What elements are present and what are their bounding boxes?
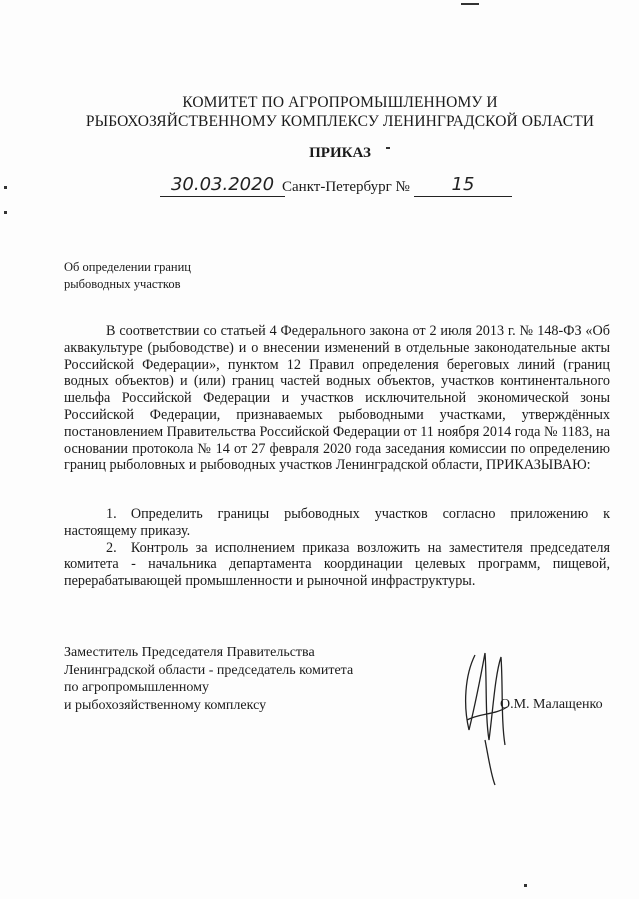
order-number: 15: [414, 174, 512, 197]
header-line-1: КОМИТЕТ ПО АГРОПРОМЫШЛЕННОМУ И: [182, 94, 498, 111]
signatory-line-2: Ленинградской области - председатель комитета: [64, 662, 354, 678]
preamble-paragraph: В соответствии со статьей 4 Федерального закона от 2 июля 2013 г. № 148-ФЗ «Об аквакультуре (рыбоводстве) и о внесении изменений в отдельные законодательные акты Российской Федерации», пунктом 12 Правил определения береговых линий (границ водных объектов) и (или) границ частей водных объектов, участков континентального шельфа Российской Федерации и участков исключительной экономической зоны Российской Федерации, признаваемых рыбоводными участками, утверждённых постановлением Правительства Российской Федерации от 11 ноября 2014 года № 1183, на основании протокола № 14 от 27 февраля 2020 года заседания комиссии по определению границ рыболовных и рыбоводных участков Ленинградской области, ПРИКАЗЫВАЮ:: [64, 323, 610, 474]
order-items: [64, 506, 610, 590]
header-line-2: РЫБОХОЗЯЙСТВЕННОМУ КОМПЛЕКСУ ЛЕНИНГРАДСКОЙ ОБЛАСТИ: [85, 113, 595, 130]
order-city: Санкт-Петербург №: [282, 179, 410, 195]
signatory-line-1: Заместитель Председателя Правительства: [64, 645, 315, 660]
subject-line-2: рыбоводных участков: [64, 277, 181, 291]
subject-line-1: Об определении границ: [64, 260, 191, 274]
order-item-2: 2. Контроль за исполнением приказа возложить на заместителя председателя комитета - начальника департамента координации целевых программ, пищевой, перерабатывающей промышленности и рыночной инфраструктуры.: [64, 539, 610, 590]
scan-mark-top: [461, 3, 479, 5]
scan-mark-left-2: [4, 211, 7, 214]
handwritten-signature: [445, 635, 535, 795]
scan-mark-bottom: [524, 884, 527, 887]
signatory-name: О.М. Малащенко: [500, 697, 603, 712]
order-item-1: 1. Определить границы рыбоводных участков согласно приложению к настоящему приказу.: [64, 506, 610, 539]
scan-mark-left-1: [4, 186, 7, 189]
document-title: ПРИКАЗ: [309, 145, 371, 161]
date-number-line: [150, 174, 530, 202]
preamble: [64, 323, 610, 474]
order-subject: [64, 259, 191, 293]
signatory-title: [64, 644, 353, 714]
order-date: 30.03.2020: [160, 174, 285, 197]
signatory-line-3: по агропромышленному: [64, 680, 209, 695]
organization-header: [60, 93, 620, 131]
signatory-line-4: и рыбохозяйственному комплексу: [64, 697, 267, 713]
